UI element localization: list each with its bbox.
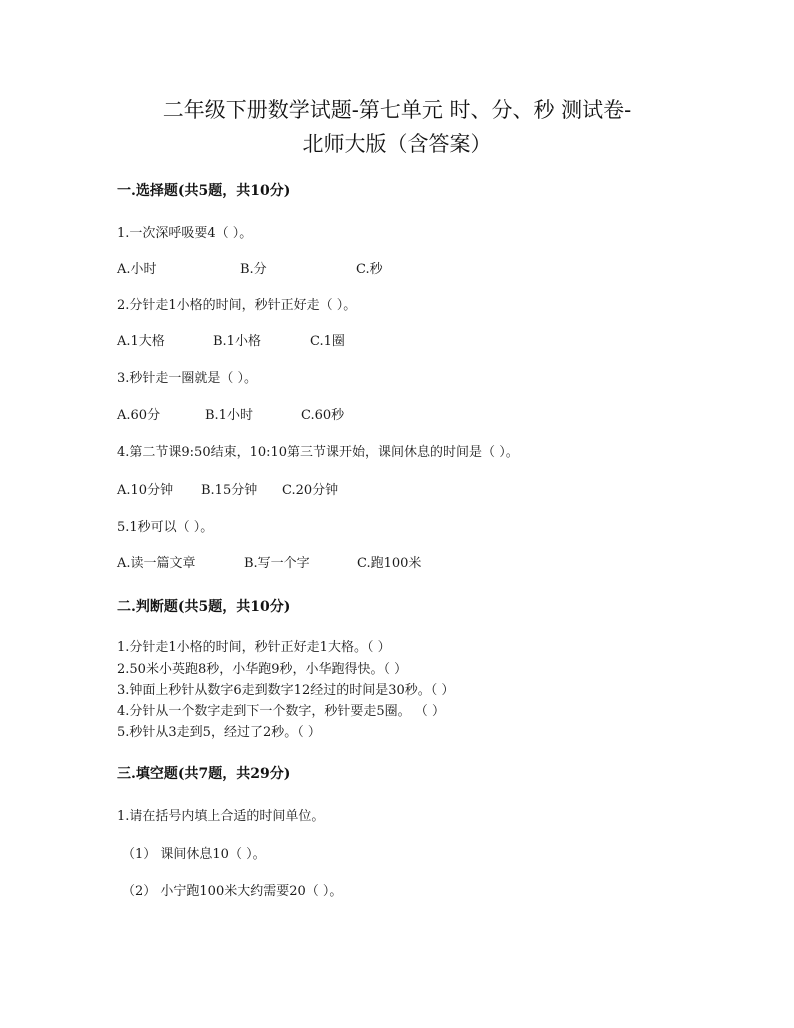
judgement-item: 3.钟面上秒针从数字6走到数字12经过的时间是30秒。（ ） <box>117 683 455 698</box>
option-b: B.1小格 <box>213 334 261 349</box>
option-b: B.1小时 <box>205 408 253 423</box>
option-b: B.15分钟 <box>201 483 258 498</box>
section-heading-judgement: 二.判断题(共5题，共10分) <box>117 599 291 615</box>
sub-question: （2） 小宁跑100米大约需要20（ ）。 <box>122 884 343 899</box>
judgement-item: 4.分针从一个数字走到下一个数字，秒针要走5圈。 （ ） <box>117 704 445 719</box>
question-text: 1.请在括号内填上合适的时间单位。 <box>117 809 325 824</box>
question-text: 2.分针走1小格的时间，秒针正好走（ ）。 <box>117 298 357 313</box>
option-a: A.10分钟 <box>117 483 174 498</box>
section-heading-choice: 一.选择题(共5题，共10分) <box>117 183 291 199</box>
sub-question: （1） 课间休息10（ ）。 <box>122 847 266 862</box>
question-text: 3.秒针走一圈就是（ ）。 <box>117 371 258 386</box>
judgement-item: 5.秒针从3走到5，经过了2秒。（ ） <box>117 725 321 740</box>
option-c: C.跑100米 <box>357 556 422 571</box>
option-a: A.小时 <box>117 262 157 277</box>
option-c: C.60秒 <box>301 408 345 423</box>
document-title-line2: 北师大版（含答案） <box>302 132 492 156</box>
option-b: B.分 <box>240 262 267 277</box>
judgement-item: 1.分针走1小格的时间，秒针正好走1大格。（ ） <box>117 640 391 655</box>
option-a: A.60分 <box>117 408 161 423</box>
question-text: 1.一次深呼吸要4（ ）。 <box>117 226 253 241</box>
section-heading-fill-in: 三.填空题(共7题，共29分) <box>117 766 291 782</box>
option-c: C.20分钟 <box>282 483 339 498</box>
judgement-item: 2.50米小英跑8秒，小华跑9秒，小华跑得快。（ ） <box>117 662 408 677</box>
option-c: C.1圈 <box>310 334 345 349</box>
option-a: A.1大格 <box>117 334 165 349</box>
question-text: 4.第二节课9:50结束，10:10第三节课开始，课间休息的时间是（ ）。 <box>117 445 519 460</box>
document-title-line1: 二年级下册数学试题-第七单元 时、分、秒 测试卷- <box>162 98 632 122</box>
option-a: A.读一篇文章 <box>117 556 196 571</box>
option-b: B.写一个字 <box>244 556 310 571</box>
option-c: C.秒 <box>356 262 383 277</box>
question-text: 5.1秒可以（ ）。 <box>117 520 214 535</box>
